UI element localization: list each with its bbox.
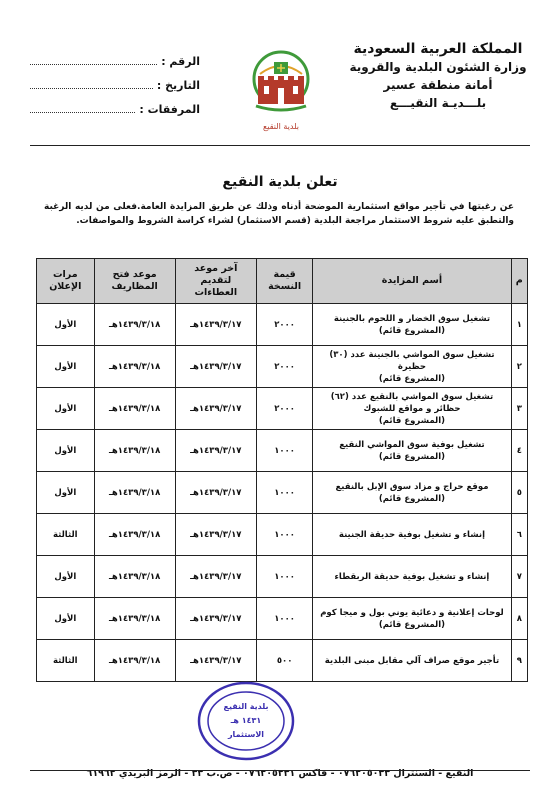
row-name: تشغيل سوق المواشي بالنقيع عدد (٦٢) حظائر و مواقع للشبوك [330, 391, 494, 414]
row-note: (المشروع قائم) [378, 415, 446, 426]
row-open-date: ١٤٣٩/٣/١٨هـ [94, 472, 175, 514]
row-num: ٣ [511, 388, 527, 430]
footer-contact: النقيع - السنترال ٠٧٦٢٠٥٠٣٣ - فاكس ٠٧٦٢٠٥٢٣١ - ص.ب ٣٣ - الرمز البريدي ٦١٩٦٢ [86, 768, 474, 779]
row-last-date: ١٤٣٩/٣/١٧هـ [175, 346, 256, 388]
row-open-date: ١٤٣٩/٣/١٨هـ [94, 556, 175, 598]
row-last-date: ١٤٣٩/٣/١٧هـ [175, 304, 256, 346]
row-open-date: ١٤٣٩/٣/١٨هـ [94, 346, 175, 388]
attachments-line [30, 112, 135, 113]
row-times: الأول [37, 304, 95, 346]
date-label: التاريخ : [156, 79, 200, 92]
row-name: إنشاء و تشغيل بوفية حديقة الربقطاء [334, 571, 490, 582]
row-last-date: ١٤٣٩/٣/١٧هـ [175, 640, 256, 682]
table-row [37, 598, 528, 640]
stamp-line-3: الاستثمار [227, 730, 265, 739]
row-times: الأول [37, 598, 95, 640]
region-name: أمانة منطقة عسير [383, 78, 493, 92]
row-times: الأول [37, 556, 95, 598]
row-open-date: ١٤٣٩/٣/١٨هـ [94, 514, 175, 556]
table-row [37, 304, 528, 346]
attachments-label: المرفقات : [139, 103, 200, 116]
row-name-cell [313, 556, 511, 598]
row-open-date: ١٤٣٩/٣/١٨هـ [94, 430, 175, 472]
row-last-date: ١٤٣٩/٣/١٧هـ [175, 556, 256, 598]
row-name-cell [313, 388, 511, 430]
date-field [30, 68, 200, 92]
row-price: ١٠٠٠ [256, 472, 312, 514]
row-num: ٢ [511, 346, 527, 388]
table-row [37, 514, 528, 556]
table-header-row [37, 259, 528, 304]
row-name: تشغيل سوق الخضار و اللحوم بالجنينة [333, 313, 491, 324]
row-price: ١٠٠٠ [256, 556, 312, 598]
header-open-date: موعد فتح المظاريف [94, 259, 175, 304]
row-times: الثالثة [37, 640, 95, 682]
row-price: ١٠٠٠ [256, 514, 312, 556]
row-name-cell [313, 514, 511, 556]
reference-number-field [30, 44, 200, 68]
row-note: (المشروع قائم) [378, 451, 446, 462]
row-name: تشغيل سوق المواشي بالجنينة عدد (٣٠) حظيرة [329, 349, 495, 372]
header-price: قيمة النسخة [256, 259, 312, 304]
header-num: م [511, 259, 527, 304]
municipality-name: بلـــديـة النقيـــع [389, 96, 487, 110]
table-row [37, 346, 528, 388]
row-num: ٨ [511, 598, 527, 640]
header-name: أسم المزايدة [313, 259, 511, 304]
reference-fields [30, 44, 200, 116]
row-name: إنشاء و تشغيل بوفية حديقة الجنينة [338, 529, 485, 540]
date-line [30, 88, 153, 89]
kingdom-name: المملكة العربية السعودية [353, 41, 523, 57]
logo-caption: بلدية النقيع [263, 122, 299, 131]
row-times: الثالثة [37, 514, 95, 556]
row-name-cell [313, 430, 511, 472]
header-times: مرات الإعلان [37, 259, 95, 304]
row-note: (المشروع قائم) [378, 619, 446, 630]
table-row [37, 472, 528, 514]
row-price: ٥٠٠ [256, 640, 312, 682]
row-num: ٥ [511, 472, 527, 514]
table-row [37, 430, 528, 472]
row-times: الأول [37, 388, 95, 430]
header-last-date: آخر موعد لتقديم العطاءات [175, 259, 256, 304]
stamp-line-1: بلدية النقيع [223, 702, 269, 711]
row-last-date: ١٤٣٩/٣/١٧هـ [175, 472, 256, 514]
row-price: ٢٠٠٠ [256, 388, 312, 430]
row-price: ٢٠٠٠ [256, 346, 312, 388]
ministry-name: وزارة الشئون البلدية والقروية [349, 60, 527, 74]
row-note: (المشروع قائم) [378, 373, 446, 384]
header-divider [30, 145, 530, 146]
row-open-date: ١٤٣٩/٣/١٨هـ [94, 640, 175, 682]
stamp-line-2: ١٤٣١ هـ [230, 716, 262, 725]
announcement-intro: عن رغبتها في تأجير مواقع استثمارية الموضحة أدناه وذلك عن طريق المزايدة العامة.فعلى من لديه الرغبة والتطبق عليه شروط الاستثمار مراجعة البلدية (قسم الاستثمار) لشراء كراسة الشروط والمواصفات. [44, 202, 514, 226]
letterhead-issuer [338, 40, 538, 112]
row-num: ٤ [511, 430, 527, 472]
row-name-cell [313, 472, 511, 514]
row-name: لوحات إعلانية و دعائية يوني بول و ميجا كوم [320, 607, 504, 618]
row-times: الأول [37, 430, 95, 472]
reference-number-label: الرقم : [161, 55, 200, 68]
row-num: ١ [511, 304, 527, 346]
table-row [37, 388, 528, 430]
row-last-date: ١٤٣٩/٣/١٧هـ [175, 430, 256, 472]
row-price: ٢٠٠٠ [256, 304, 312, 346]
row-name: تشغيل بوفية سوق المواشي النقيع [339, 439, 485, 450]
row-open-date: ١٤٣٩/٣/١٨هـ [94, 598, 175, 640]
auction-table [36, 258, 528, 682]
row-times: الأول [37, 346, 95, 388]
row-name-cell [313, 346, 511, 388]
row-note: (المشروع قائم) [378, 325, 446, 336]
reference-number-line [30, 64, 157, 65]
row-num: ٧ [511, 556, 527, 598]
row-name: موقع حراج و مزاد سوق الإبل بالنقيع [335, 481, 489, 492]
row-name-cell [313, 640, 511, 682]
row-num: ٩ [511, 640, 527, 682]
row-open-date: ١٤٣٩/٣/١٨هـ [94, 304, 175, 346]
row-num: ٦ [511, 514, 527, 556]
table-row [37, 640, 528, 682]
announcement-title: تعلن بلدية النقيع [222, 174, 338, 190]
row-price: ١٠٠٠ [256, 430, 312, 472]
footer-divider [30, 770, 530, 771]
row-last-date: ١٤٣٩/٣/١٧هـ [175, 514, 256, 556]
row-note: (المشروع قائم) [378, 493, 446, 504]
row-name-cell [313, 598, 511, 640]
row-last-date: ١٤٣٩/٣/١٧هـ [175, 598, 256, 640]
row-last-date: ١٤٣٩/٣/١٧هـ [175, 388, 256, 430]
row-times: الأول [37, 472, 95, 514]
row-name: تأجير موقع صراف آلي مقابل مبنى البلدية [324, 655, 500, 666]
row-price: ١٠٠٠ [256, 598, 312, 640]
row-open-date: ١٤٣٩/٣/١٨هـ [94, 388, 175, 430]
table-row [37, 556, 528, 598]
attachments-field [30, 92, 200, 116]
row-name-cell [313, 304, 511, 346]
